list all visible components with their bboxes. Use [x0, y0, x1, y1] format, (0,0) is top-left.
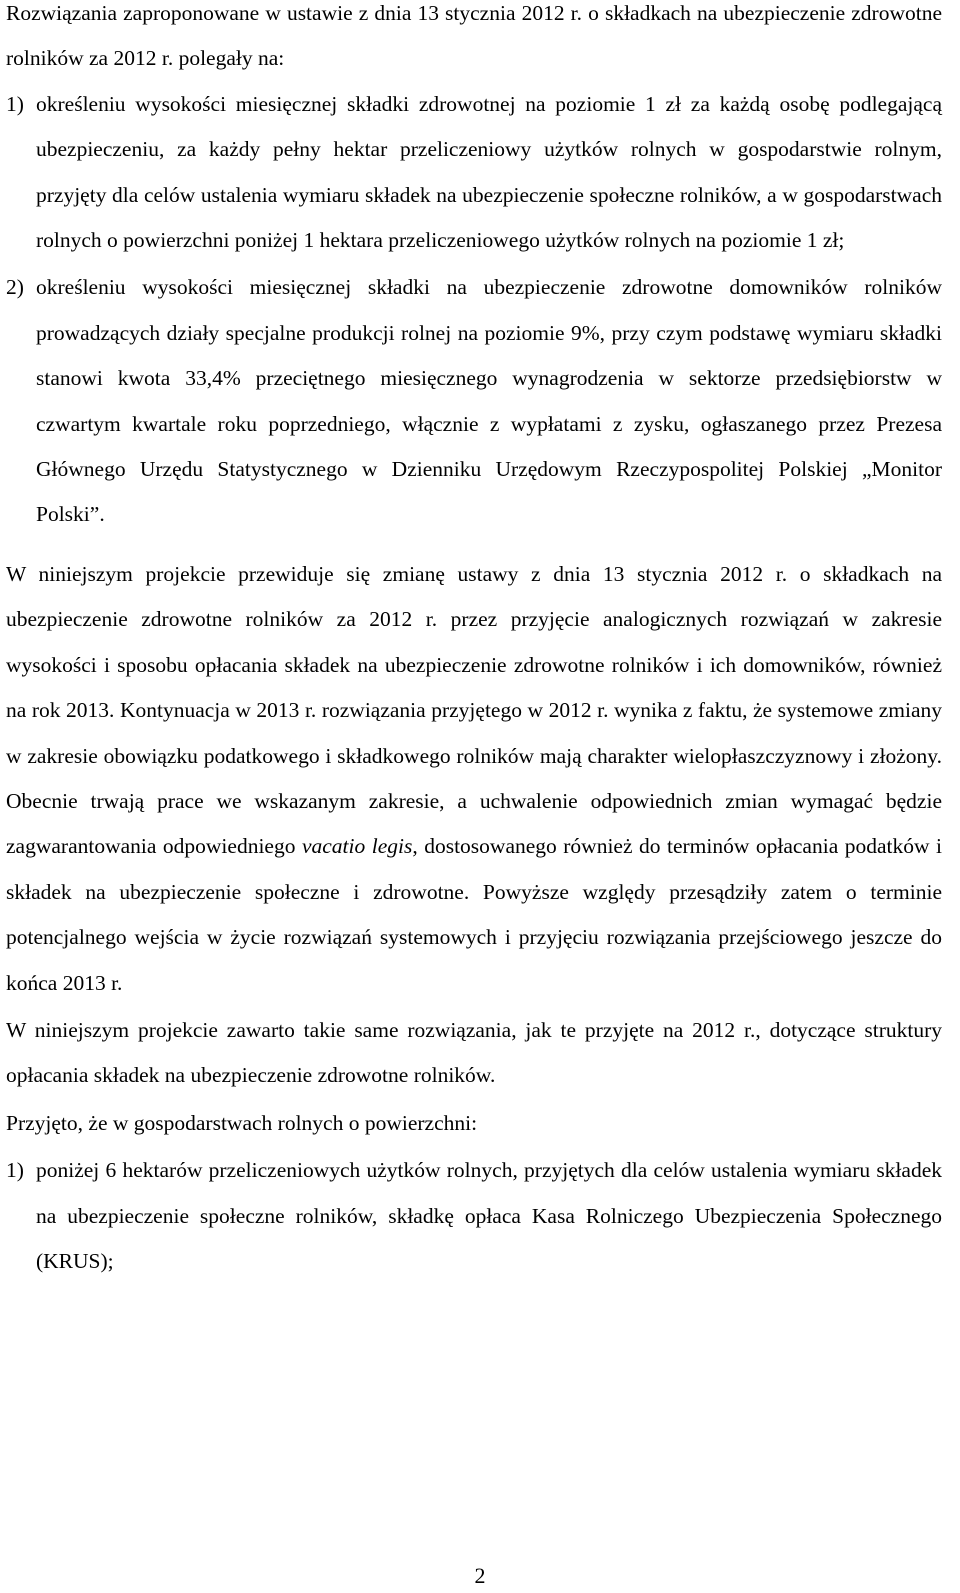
- list-item-text: określeniu wysokości miesięcznej składki zdrowotnej na poziomie 1 zł za każdą osobę podlegającą ubezpieczeniu, za każdy pełny hektar przeliczeniowy użytków rolnych w gospodarstwie rolnym, przyjęty dla celów ustalenia wymiaru składek na ubezpieczenie społeczne rolników, a w gospodarstwach rolnych o powierzchni poniżej 1 hektara przeliczeniowego użytków rolnych na poziomie 1 zł;: [36, 91, 942, 253]
- list-item-number: 1): [6, 91, 24, 116]
- body-paragraph: W niniejszym projekcie zawarto takie same rozwiązania, jak te przyjęte na 2012 r., dotyczące struktury opłacania składek na ubezpieczenie zdrowotne rolników.: [6, 1017, 942, 1088]
- list-item-text: określeniu wysokości miesięcznej składki na ubezpieczenie zdrowotne domowników rolników prowadzących działy specjalne produkcji rolnej na poziomie 9%, przy czym podstawę wymiaru składki stanowi kwota 33,4% przeciętnego miesięcznego wynagrodzenia w sektorze przedsiębiorstw w czwartym kwartale roku poprzedniego, włącznie z wypłatami z zysku, ogłaszanego przez Prezesa Głównego Urzędu Statystycznego w Dzienniku Urzędowym Rzeczypospolitej Polskiej „Monitor Polski”.: [36, 275, 942, 527]
- body-paragraph: [6, 552, 942, 1006]
- list-item-number: 2): [6, 275, 24, 300]
- body-paragraph: Przyjęto, że w gospodarstwach rolnych o powierzchni:: [6, 1110, 478, 1135]
- list-item: [6, 265, 942, 537]
- paragraph-text: W niniejszym projekcie przewiduje się zmianę ustawy z dnia 13 stycznia 2012 r. o składkach na ubezpieczenie zdrowotne rolników za 2012 r. przez przyjęcie analogicznych rozwiązań w zakresie wysokości i sposobu opłacania składek na ubezpieczenie zdrowotne rolników i ich domowników, również na rok 2013. Kontynuacja w 2013 r. rozwiązania przyjętego w 2012 r. wynika z faktu, że systemowe zmiany w zakresie obowiązku podatkowego i składkowego rolników mają charakter wielopłaszczyznowy i złożony. Obecnie trwają prace we wskazanym zakresie, a uchwalenie odpowiednich zmian wymagać będzie zagwarantowania odpowiedniego: [6, 561, 942, 859]
- list-item: [6, 1148, 942, 1284]
- list-item: [6, 82, 942, 264]
- document-body: [6, 0, 942, 1284]
- page-number: 2: [474, 1563, 486, 1588]
- intro-paragraph: Rozwiązania zaproponowane w ustawie z dnia 13 stycznia 2012 r. o składkach na ubezpieczenie zdrowotne rolników za 2012 r. polegały na:: [6, 1, 942, 71]
- italic-term: vacatio legis: [301, 834, 413, 859]
- list-item-number: 1): [6, 1158, 24, 1183]
- paragraph-text: , dostosowanego również do terminów opłacania podatków i składek na ubezpieczenie społeczne i zdrowotne. Powyższe względy przesądziły zatem o terminie potencjalnego wejścia w życie rozwiązań systemowych i przyjęciu rozwiązania przejściowego jeszcze do końca 2013 r.: [6, 834, 942, 995]
- list-item-text: poniżej 6 hektarów przeliczeniowych użytków rolnych, przyjętych dla celów ustalenia wymiaru składek na ubezpieczenie społeczne rolników, składkę opłaca Kasa Rolniczego Ubezpieczenia Społecznego (KRUS);: [36, 1158, 942, 1273]
